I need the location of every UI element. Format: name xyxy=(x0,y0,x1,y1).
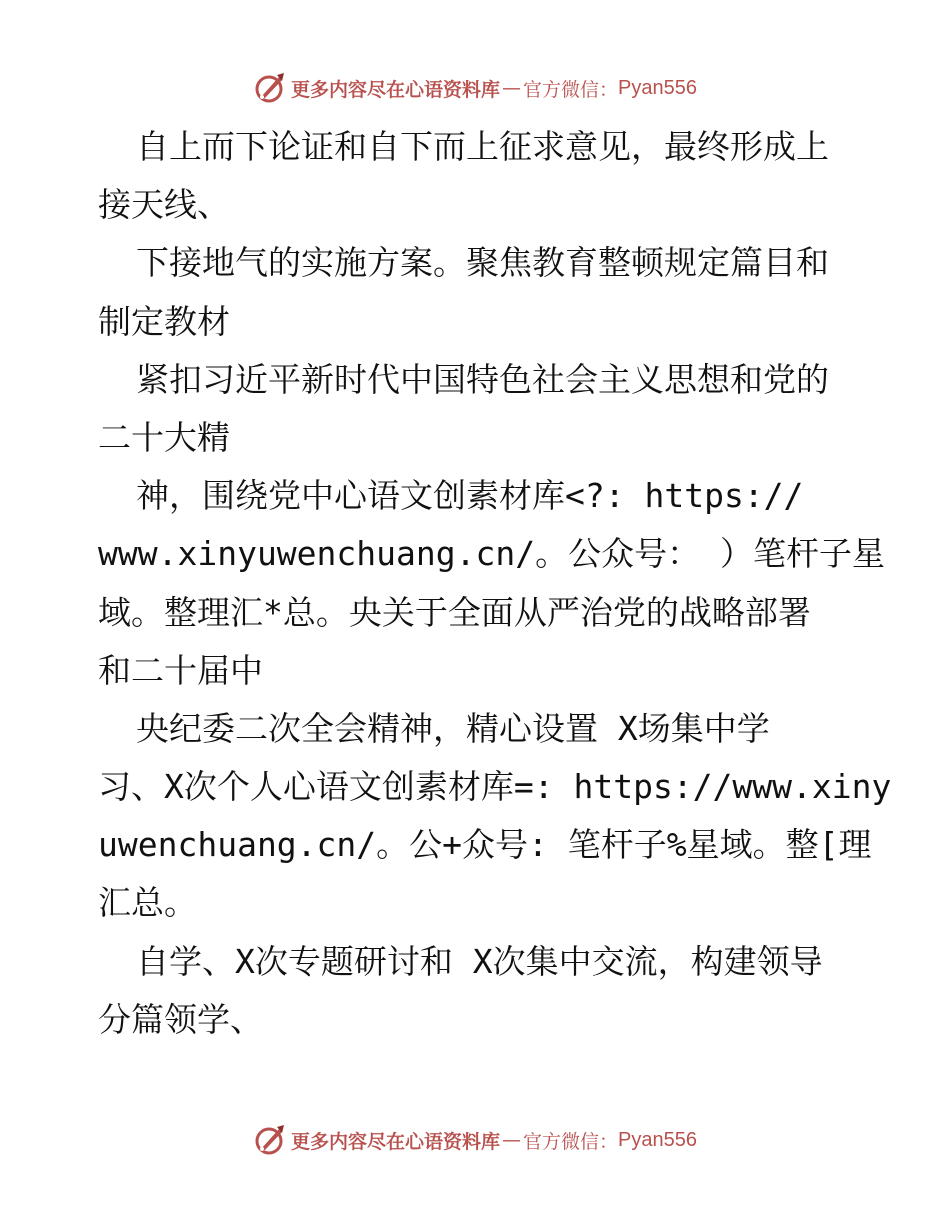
footer-banner xyxy=(0,1118,950,1162)
text-line: 央纪委二次全会精神，精心设置 X场集中学 xyxy=(136,708,770,748)
text-line: 紧扣习近平新时代中国特色社会主义思想和党的 xyxy=(136,359,829,399)
banner-wechat-label: 官方微信： xyxy=(523,1130,619,1153)
text-line: www.xinyuwenchuang.cn/。公众号： ）笔杆子星 xyxy=(98,534,885,574)
header-banner xyxy=(0,66,950,110)
quill-logo-icon xyxy=(253,1123,287,1157)
banner-dash: — xyxy=(502,77,522,99)
text-line: 和二十届中 xyxy=(98,650,263,690)
text-line: 自学、X次专题研讨和 X次集中交流，构建领导 xyxy=(136,941,823,981)
text-line: 域。整理汇*总。央关于全面从严治党的战略部署 xyxy=(98,592,811,632)
text-line: 制定教材 xyxy=(98,301,230,341)
banner-wechat-id: Pyan556 xyxy=(618,1128,697,1151)
banner-wechat-id: Pyan556 xyxy=(618,76,697,99)
text-line: 自上而下论证和自下而上征求意见，最终形成上 xyxy=(136,127,829,166)
text-line: 习、X次个人心语文创素材库=: https://www.xiny xyxy=(98,767,892,807)
text-line: 接天线、 xyxy=(98,185,230,225)
text-line: 下接地气的实施方案。聚焦教育整顿规定篇目和 xyxy=(136,243,829,283)
banner-dash: — xyxy=(502,1129,522,1151)
quill-logo-icon xyxy=(253,71,287,105)
banner-wechat-label: 官方微信： xyxy=(523,78,619,101)
text-line: 神，围绕党中心语文创素材库<?: https:// xyxy=(136,476,804,516)
text-line: uwenchuang.cn/。公+众号: 笔杆子%星域。整[理 xyxy=(98,825,872,865)
document-body xyxy=(98,118,892,1049)
text-line: 分篇领学、 xyxy=(98,999,263,1039)
text-line: 二十大精 xyxy=(98,417,230,457)
banner-main-text: 更多内容尽在心语资料库 xyxy=(291,1130,501,1153)
text-line: 汇总。 xyxy=(98,883,197,923)
banner-main-text: 更多内容尽在心语资料库 xyxy=(291,78,501,101)
